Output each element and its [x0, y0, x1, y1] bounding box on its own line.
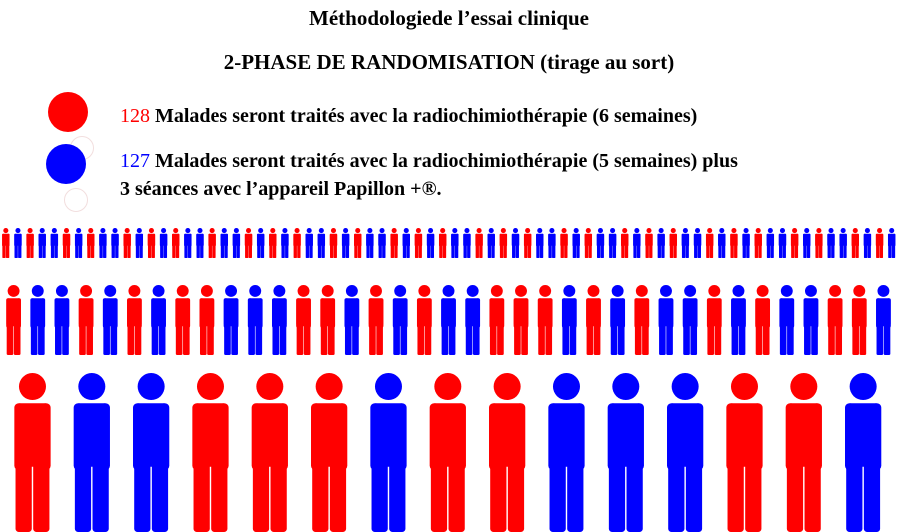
patient-figure — [779, 285, 794, 355]
patient-figure — [560, 228, 567, 258]
patient-figure — [30, 285, 45, 355]
patient-figure — [463, 228, 470, 258]
patient-figure — [827, 228, 834, 258]
patient-figure — [14, 373, 50, 532]
patient-figure — [608, 373, 644, 532]
patient-figure — [888, 228, 895, 258]
patient-figure — [311, 373, 347, 532]
patient-figure — [148, 228, 155, 258]
patient-figure — [828, 285, 843, 355]
patient-figure — [659, 285, 674, 355]
patient-figure — [208, 228, 215, 258]
patient-figure — [657, 228, 664, 258]
patient-figure — [876, 228, 883, 258]
group-text-blue: Malades seront traités avec la radiochimiothérapie (5 semaines) plus — [155, 150, 738, 172]
patient-figure — [524, 228, 531, 258]
patient-figure — [852, 285, 867, 355]
patient-figure — [475, 228, 482, 258]
patient-figure — [839, 228, 846, 258]
patient-figure — [272, 285, 287, 355]
patient-figure — [538, 285, 553, 355]
patient-figure — [366, 228, 373, 258]
patient-figure — [252, 373, 288, 532]
patient-figure — [597, 228, 604, 258]
patient-figure — [133, 373, 169, 532]
patient-figure — [645, 228, 652, 258]
patient-figure — [514, 285, 529, 355]
patient-figure — [488, 228, 495, 258]
patient-figure — [586, 285, 601, 355]
patient-figure — [330, 228, 337, 258]
patient-figure — [160, 228, 167, 258]
patient-figure — [123, 228, 130, 258]
patient-figure — [489, 373, 525, 532]
patient-figure — [2, 228, 9, 258]
patient-figure — [864, 228, 871, 258]
patient-figure — [175, 285, 190, 355]
patient-figure — [305, 228, 312, 258]
patient-figure — [75, 228, 82, 258]
patient-figure — [192, 373, 228, 532]
patient-figure — [633, 228, 640, 258]
patient-figure — [296, 285, 311, 355]
patient-figure — [39, 228, 46, 258]
patient-figure — [79, 285, 94, 355]
patient-figure — [609, 228, 616, 258]
patient-figure — [718, 228, 725, 258]
patient-figure — [465, 285, 480, 355]
patient-figure — [815, 228, 822, 258]
patient-figure — [610, 285, 625, 355]
group-count-blue: 127 — [120, 150, 150, 172]
patient-figure — [682, 228, 689, 258]
patient-figure — [6, 285, 21, 355]
patient-figure — [233, 228, 240, 258]
patient-figure — [731, 285, 746, 355]
patient-figure — [257, 228, 264, 258]
patient-figure — [876, 285, 891, 355]
patient-figure — [489, 285, 504, 355]
patient-figure — [269, 228, 276, 258]
patient-figure — [344, 285, 359, 355]
patient-figure — [248, 285, 263, 355]
patient-figure — [441, 285, 456, 355]
patient-figure — [707, 285, 722, 355]
patient-figure — [694, 228, 701, 258]
patient-figure — [548, 228, 555, 258]
patient-figure — [245, 228, 252, 258]
patient-figure — [200, 285, 215, 355]
patient-figure — [293, 228, 300, 258]
patient-figure — [572, 228, 579, 258]
patient-figure — [706, 228, 713, 258]
patient-figure — [754, 228, 761, 258]
patient-figure — [127, 285, 142, 355]
patient-figure — [318, 228, 325, 258]
patient-figure — [779, 228, 786, 258]
patient-figure — [512, 228, 519, 258]
patient-figure — [136, 228, 143, 258]
patient-figure — [726, 373, 762, 532]
patient-figure — [742, 228, 749, 258]
patient-figure — [804, 285, 819, 355]
patient-figure — [151, 285, 166, 355]
page-title: Méthodologiede l’essai clinique — [309, 6, 589, 30]
patient-figure — [767, 228, 774, 258]
patient-figure — [196, 228, 203, 258]
patient-figure — [184, 228, 191, 258]
patient-figure — [74, 373, 110, 532]
patient-figure — [427, 228, 434, 258]
group-count-red: 128 — [120, 105, 150, 127]
patient-figure — [415, 228, 422, 258]
patient-figure — [845, 373, 881, 532]
patient-figure — [500, 228, 507, 258]
patient-figure — [683, 285, 698, 355]
patient-figure — [26, 228, 33, 258]
patient-figure — [224, 285, 239, 355]
patient-figure — [393, 285, 408, 355]
patient-figure — [634, 285, 649, 355]
patient-figure — [548, 373, 584, 532]
patient-figure — [390, 228, 397, 258]
page-subtitle: 2-PHASE DE RANDOMISATION (tirage au sort) — [223, 50, 675, 74]
patient-figure — [51, 228, 58, 258]
patient-figure — [103, 285, 118, 355]
patient-figure — [803, 228, 810, 258]
patient-figure — [63, 228, 70, 258]
patient-figure — [621, 228, 628, 258]
patient-figure — [439, 228, 446, 258]
patient-figure — [791, 228, 798, 258]
patient-figure — [354, 228, 361, 258]
patient-figure — [852, 228, 859, 258]
patient-figure — [536, 228, 543, 258]
patient-figure — [755, 285, 770, 355]
patient-figure — [111, 228, 118, 258]
patient-figure — [562, 285, 577, 355]
patient-figure — [667, 373, 703, 532]
patient-figure — [221, 228, 228, 258]
patient-figure — [281, 228, 288, 258]
patient-figure — [369, 285, 384, 355]
patient-figure — [99, 228, 106, 258]
patient-figure — [403, 228, 410, 258]
patient-figure — [87, 228, 94, 258]
patient-figure — [585, 228, 592, 258]
patient-figure — [370, 373, 406, 532]
patient-figure — [14, 228, 21, 258]
patient-figure — [670, 228, 677, 258]
group-text-red: Malades seront traités avec la radiochimiothérapie (6 semaines) — [155, 105, 698, 127]
patient-figure — [378, 228, 385, 258]
patient-figure — [55, 285, 70, 355]
patient-figure — [172, 228, 179, 258]
patient-figure — [320, 285, 335, 355]
patient-figure — [342, 228, 349, 258]
patient-figure — [730, 228, 737, 258]
patient-figure — [786, 373, 822, 532]
patient-figure — [451, 228, 458, 258]
group-text-blue-line2: 3 séances avec l’appareil Papillon +®. — [120, 178, 442, 200]
patient-figure — [417, 285, 432, 355]
patient-figure — [430, 373, 466, 532]
